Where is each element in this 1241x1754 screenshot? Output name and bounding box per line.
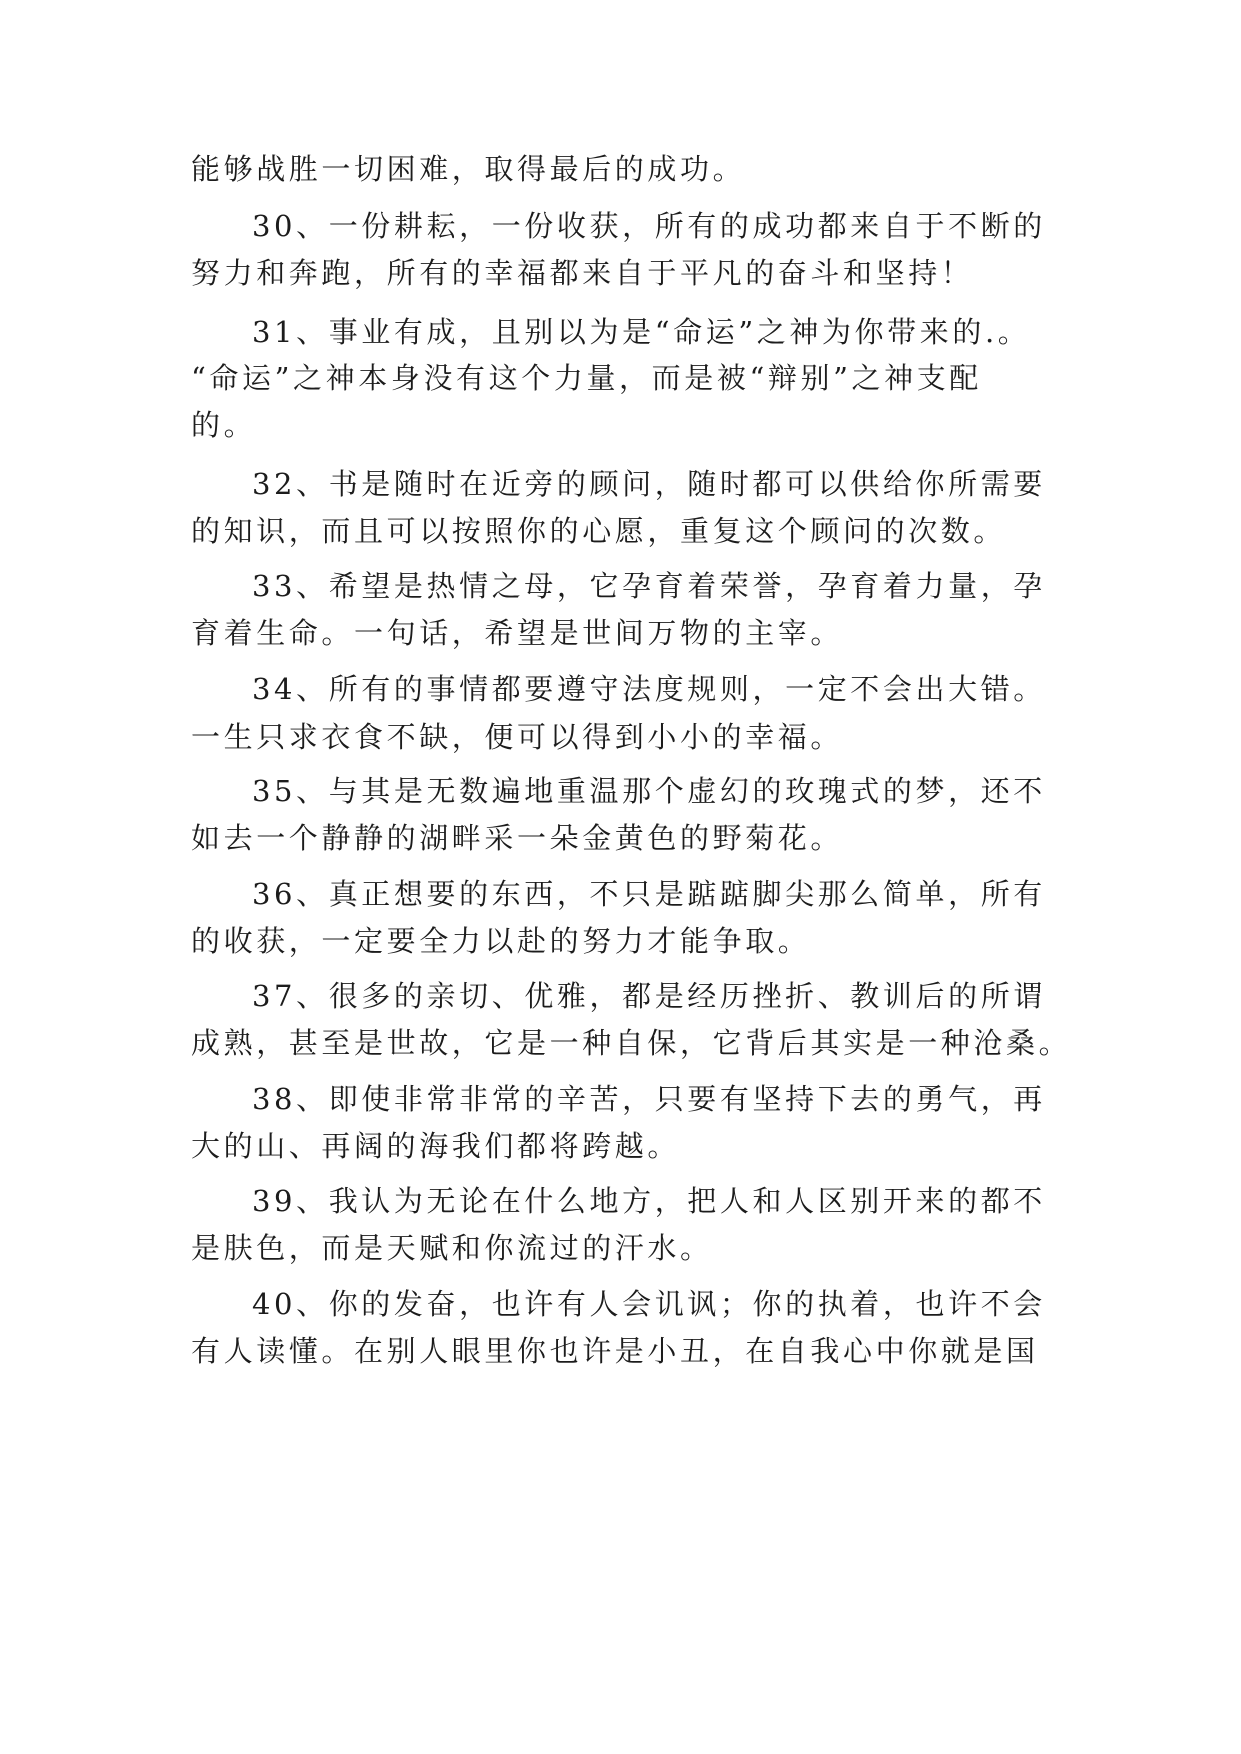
text-line-12: 一生只求衣食不缺，便可以得到小小的幸福。: [191, 720, 844, 754]
text-line-11: 34、所有的事情都要遵守法度规则，一定不会出大错。: [252, 672, 1046, 706]
text-line-6: 的。: [191, 408, 257, 442]
text-line-19: 38、即使非常非常的辛苦，只要有坚持下去的勇气，再: [252, 1082, 1046, 1116]
text-line-23: 40、你的发奋，也许有人会讥讽；你的执着，也许不会: [252, 1287, 1046, 1321]
text-line-10: 育着生命。一句话，希望是世间万物的主宰。: [191, 616, 844, 650]
text-line-20: 大的山、再阔的海我们都将跨越。: [191, 1129, 681, 1163]
text-line-22: 是肤色，而是天赋和你流过的汗水。: [191, 1231, 713, 1265]
text-line-1: 能够战胜一切困难，取得最后的成功。: [191, 152, 746, 186]
text-line-14: 如去一个静静的湖畔采一朵金黄色的野菊花。: [191, 821, 844, 855]
text-line-13: 35、与其是无数遍地重温那个虚幻的玫瑰式的梦，还不: [252, 774, 1046, 808]
text-line-3: 努力和奔跑，所有的幸福都来自于平凡的奋斗和坚持！: [191, 256, 974, 290]
text-line-15: 36、真正想要的东西，不只是踮踮脚尖那么简单，所有: [252, 877, 1046, 911]
text-line-17: 37、很多的亲切、优雅，都是经历挫折、教训后的所谓: [252, 979, 1046, 1013]
text-line-4: 31、事业有成，且别以为是“命运”之神为你带来的.。: [252, 315, 1031, 349]
text-line-18: 成熟，甚至是世故，它是一种自保，它背后其实是一种沧桑。: [191, 1026, 1072, 1060]
text-line-8: 的知识，而且可以按照你的心愿，重复这个顾问的次数。: [191, 514, 1007, 548]
text-line-24: 有人读懂。在别人眼里你也许是小丑，在自我心中你就是国: [191, 1334, 1039, 1368]
text-line-7: 32、书是随时在近旁的顾问，随时都可以供给你所需要: [252, 467, 1046, 501]
text-line-16: 的收获，一定要全力以赴的努力才能争取。: [191, 924, 811, 958]
text-line-21: 39、我认为无论在什么地方，把人和人区别开来的都不: [252, 1184, 1046, 1218]
text-line-9: 33、希望是热情之母，它孕育着荣誉，孕育着力量，孕: [252, 569, 1046, 603]
text-line-2: 30、一份耕耘，一份收获，所有的成功都来自于不断的: [252, 209, 1046, 243]
text-line-5: “命运”之神本身没有这个力量，而是被“辩别”之神支配: [191, 361, 982, 395]
